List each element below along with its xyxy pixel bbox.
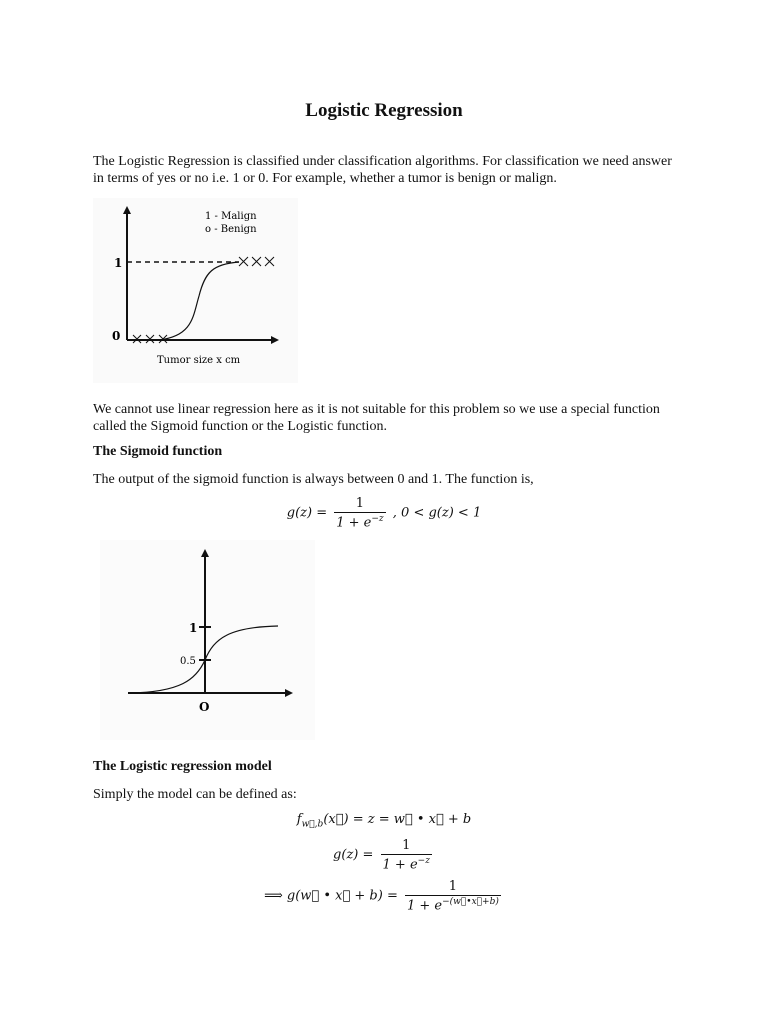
y-tick-0: 0 <box>112 329 121 343</box>
sigmoid-figure <box>100 540 315 740</box>
eq1-numerator: 1 <box>334 496 385 513</box>
model-equation <box>0 812 768 830</box>
eq3-fraction <box>381 838 432 872</box>
sigmoid-description: The output of the sigmoid function is always between 0 and 1. The function is, <box>93 472 534 487</box>
eq1-rhs: , 0 < g(z) < 1 <box>392 505 482 521</box>
y-tick-label-05: 0.5 <box>180 656 196 667</box>
sigmoid-heading: The Sigmoid function <box>93 444 223 459</box>
para2-line-2: called the Sigmoid function or the Logistic function. <box>93 419 387 434</box>
tumor-classification-figure <box>93 198 298 383</box>
combined-equation <box>0 879 768 913</box>
legend-benign: o - Benign <box>205 224 257 235</box>
eq3-denominator: 1 + e <box>382 857 418 873</box>
x-axis-label: Tumor size x cm <box>157 355 241 366</box>
eq2-rest: (x⃗) = z = w⃗ • x⃗ + b <box>323 812 472 827</box>
intro-line-2: in terms of yes or no i.e. 1 or 0. For example, whether a tumor is benign or malign. <box>93 171 557 186</box>
g-equation <box>0 838 768 872</box>
sigmoid-equation <box>0 496 768 530</box>
y-tick-1: 1 <box>114 256 123 270</box>
eq3-numerator: 1 <box>381 838 432 855</box>
eq4-denominator: 1 + e <box>406 898 443 914</box>
page-title: Logistic Regression <box>305 100 463 121</box>
eq1-denominator-exponent: −z <box>371 514 384 524</box>
eq4-denominator-exponent: −(w⃗•x⃗+b) <box>442 897 499 907</box>
intro-paragraph <box>93 153 683 187</box>
model-heading: The Logistic regression model <box>93 759 272 774</box>
eq3-lhs: g(z) = <box>333 847 374 863</box>
model-description: Simply the model can be defined as: <box>93 787 297 802</box>
linear-regression-paragraph <box>93 401 683 435</box>
eq3-denominator-exponent: −z <box>417 856 430 866</box>
eq2-subscript: w⃗,b <box>301 819 324 830</box>
eq4-fraction <box>405 879 501 913</box>
intro-line-1: The Logistic Regression is classified under classification algorithms. For classification we need answer <box>93 154 672 169</box>
eq1-denominator: 1 + e <box>336 515 372 531</box>
origin-label: O <box>199 700 210 714</box>
eq4-numerator: 1 <box>405 879 501 896</box>
eq4-lhs: ⟹ g(w⃗ • x⃗ + b) = <box>264 888 398 904</box>
eq1-lhs: g(z) = <box>286 505 328 521</box>
legend-malign: 1 - Malign <box>205 211 257 222</box>
eq2-f: f <box>296 812 302 827</box>
eq1-fraction <box>334 496 385 530</box>
y-tick-label-1: 1 <box>189 621 198 635</box>
para2-line-1: We cannot use linear regression here as it is not suitable for this problem so we use a special function <box>93 402 660 417</box>
